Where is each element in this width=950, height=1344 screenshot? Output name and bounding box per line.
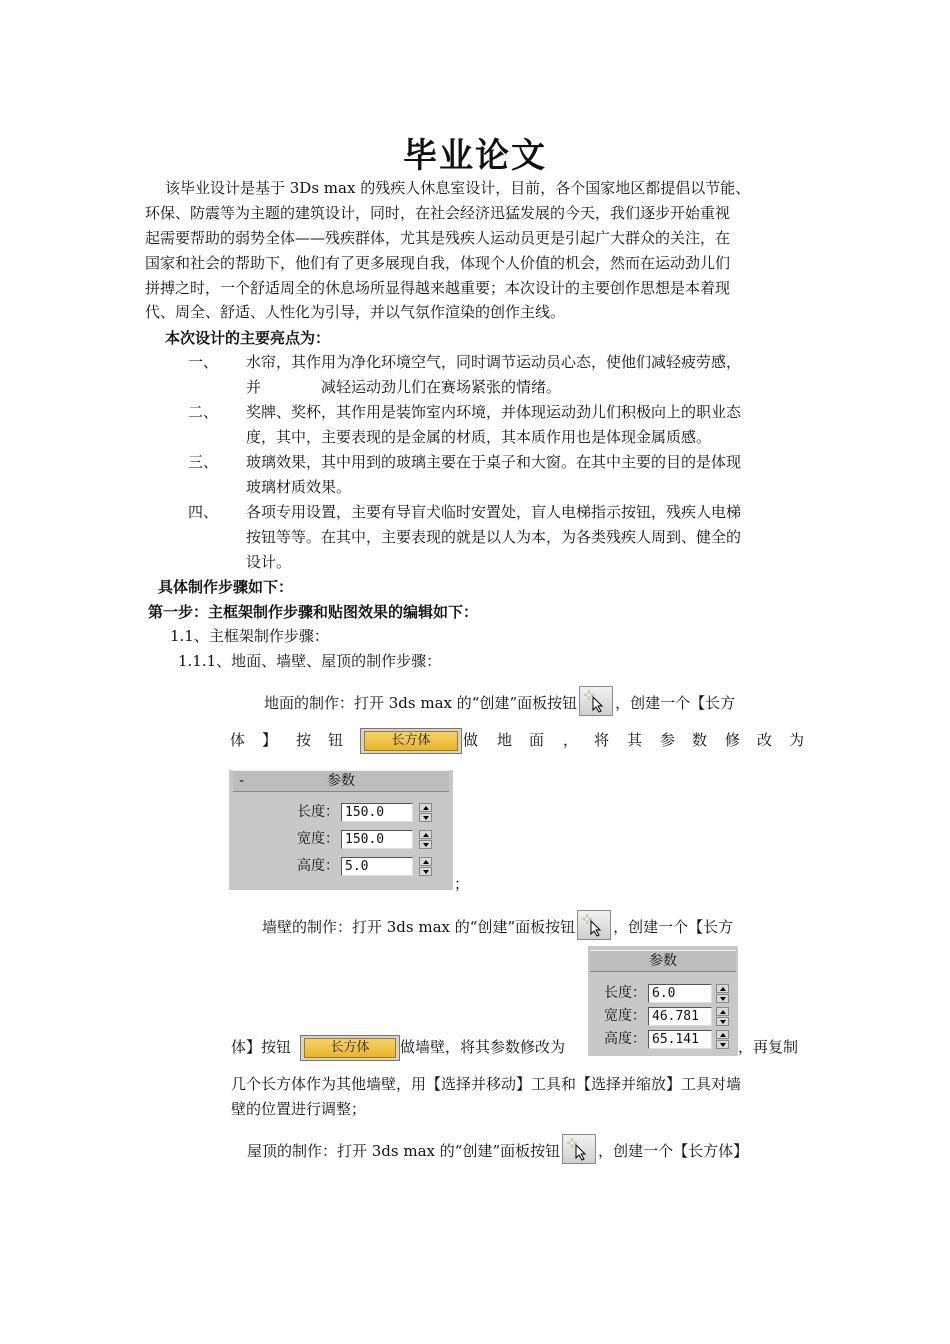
wall-text: 墙壁的制作：打开 3ds max 的“创建”面板按钮 <box>262 918 576 936</box>
intro-line: 起需要帮助的弱势全体——残疾群体，尤其是残疾人运动员更是引起广大群众的关注，在 <box>145 229 731 247</box>
params-panel-wall <box>588 946 738 1056</box>
floor-word: 按 <box>296 731 312 749</box>
param-row <box>588 982 738 1004</box>
wall-line-3: 几个长方体作为其他墙壁，用【选择并移动】工具和【选择并缩放】工具对墙 <box>231 1075 742 1093</box>
intro-line: 国家和社会的帮助下，他们有了更多展现自我，体现个人价值的机会，然而在运动劲儿们 <box>145 254 731 272</box>
params-title: 参数 <box>649 953 677 969</box>
floor-word: 体 <box>230 731 246 749</box>
wall-line-1 <box>262 910 733 940</box>
list-item-text: 玻璃材质效果。 <box>246 478 352 496</box>
list-item-text: 奖牌、奖杯，其作用是装饰室内环境，并体现运动劲儿们积极向上的职业态 <box>246 403 742 421</box>
param-label: 宽度： <box>297 831 339 847</box>
floor-word: 修 <box>725 731 741 749</box>
list-item-text: 玻璃效果，其中用到的玻璃主要在于桌子和大窗。在其中主要的目的是体现 <box>246 453 742 471</box>
length-field[interactable]: 150.0 <box>341 803 413 822</box>
param-row <box>588 1005 738 1027</box>
wall-line-2c: ，再复制 <box>738 1038 799 1056</box>
intro-line: 拼搏之时，一个舒适周全的休息场所显得越来越重要；本次设计的主要创作思想是本着现 <box>145 279 731 297</box>
floor-word: 做 <box>463 731 479 749</box>
step1-heading: 第一步：主框架制作步骤和贴图效果的编辑如下： <box>148 603 479 621</box>
param-row <box>229 855 453 877</box>
floor-word: 将 <box>594 731 610 749</box>
box-button-label: 长方体 <box>364 731 458 751</box>
floor-line-1 <box>264 686 735 716</box>
floor-text: 地面的制作：打开 3ds max 的“创建”面板按钮 <box>264 694 578 712</box>
wall-line-4: 壁的位置进行调整； <box>231 1100 367 1118</box>
roof-text: 屋顶的制作：打开 3ds max 的“创建”面板按钮 <box>247 1142 561 1160</box>
floor-word: 】 <box>262 731 278 749</box>
steps-heading: 具体制作步骤如下： <box>158 578 294 596</box>
floor-word: 为 <box>789 731 805 749</box>
length-field[interactable]: 6.0 <box>648 984 712 1003</box>
box-button-label: 长方体 <box>304 1038 396 1058</box>
length-spinner[interactable] <box>716 984 729 1003</box>
list-item-number: 一、 <box>188 353 219 371</box>
floor-word: 改 <box>757 731 773 749</box>
roof-line-1 <box>247 1134 748 1164</box>
page-title: 毕业论文 <box>403 136 547 176</box>
width-spinner[interactable] <box>419 830 432 849</box>
param-label: 高度： <box>297 858 339 874</box>
height-field[interactable]: 5.0 <box>341 857 413 876</box>
subsection-1-1-1: 1.1.1、地面、墙壁、屋顶的制作步骤： <box>178 652 442 670</box>
floor-semicolon: ； <box>454 875 470 893</box>
wall-line-2a: 体】按钮 <box>231 1038 292 1056</box>
create-cursor-icon <box>562 1134 596 1164</box>
list-item-text: 并 减轻运动劲儿们在赛场紧张的情绪。 <box>246 378 562 396</box>
height-spinner[interactable] <box>419 857 432 876</box>
list-item-text: 按钮等等。在其中，主要表现的就是以人为本，为各类残疾人周到、健全的 <box>246 528 742 546</box>
param-label: 高度： <box>604 1031 646 1047</box>
floor-word: 钮 <box>328 731 344 749</box>
list-item-text: 水帘，其作用为净化环境空气，同时调节运动员心态，使他们减轻疲劳感， <box>246 353 742 371</box>
box-button[interactable] <box>298 1029 398 1061</box>
box-button[interactable] <box>358 722 460 754</box>
width-field[interactable]: 46.781 <box>648 1007 712 1026</box>
intro-line: 环保、防震等为主题的建筑设计，同时，在社会经济迅猛发展的今天，我们逐步开始重视 <box>145 204 731 222</box>
floor-text: ，创建一个【长方 <box>615 694 736 712</box>
subsection-1-1: 1.1、主框架制作步骤： <box>170 627 329 645</box>
width-field[interactable]: 150.0 <box>341 830 413 849</box>
floor-word: 地 <box>497 731 513 749</box>
floor-word: 数 <box>692 731 708 749</box>
list-item-number: 二、 <box>188 403 219 421</box>
param-row <box>229 828 453 850</box>
height-field[interactable]: 65.141 <box>648 1030 712 1049</box>
create-cursor-icon <box>577 910 611 940</box>
list-item-number: 三、 <box>188 453 219 471</box>
intro-line: 代、周全、舒适、人性化为引导，并以气氛作渲染的创作主线。 <box>145 303 566 321</box>
width-spinner[interactable] <box>716 1007 729 1026</box>
param-row <box>229 801 453 823</box>
params-header[interactable] <box>233 770 449 792</box>
length-spinner[interactable] <box>419 803 432 822</box>
list-item-text: 设计。 <box>246 553 292 571</box>
floor-word: ， <box>563 731 579 749</box>
floor-word: 面 <box>529 731 545 749</box>
list-item-text: 度，其中，主要表现的是金属的材质，其本质作用也是体现金属质感。 <box>246 428 712 446</box>
collapse-icon: - <box>239 773 245 789</box>
floor-word: 其 <box>627 731 643 749</box>
roof-text: ，创建一个【长方体】 <box>598 1142 749 1160</box>
param-row <box>588 1028 738 1050</box>
wall-line-2b: 做墙壁，将其参数修改为 <box>400 1038 566 1056</box>
list-item-number: 四、 <box>188 503 219 521</box>
floor-word: 参 <box>660 731 676 749</box>
intro-line: 该毕业设计是基于 3Ds max 的残疾人休息室设计，目前，各个国家地区都提倡以节能、 <box>165 179 751 197</box>
params-panel-floor <box>229 770 453 890</box>
height-spinner[interactable] <box>716 1030 729 1049</box>
list-item-text: 各项专用设置，主要有导盲犬临时安置处，盲人电梯指示按钮，残疾人电梯 <box>246 503 742 521</box>
param-label: 长度： <box>297 804 339 820</box>
create-cursor-icon <box>579 686 613 716</box>
params-header[interactable] <box>590 950 736 972</box>
param-label: 长度： <box>604 985 646 1001</box>
wall-text: ，创建一个【长方 <box>613 918 734 936</box>
params-title: 参数 <box>327 773 355 789</box>
param-label: 宽度： <box>604 1008 646 1024</box>
highlights-heading: 本次设计的主要亮点为： <box>165 329 331 347</box>
